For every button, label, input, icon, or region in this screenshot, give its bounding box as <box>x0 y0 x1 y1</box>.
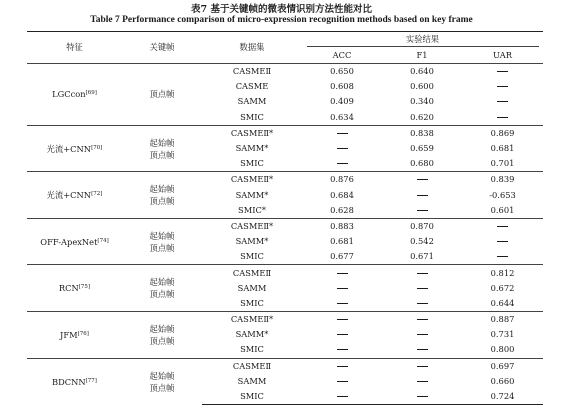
acc-cell: 0.409 <box>330 96 354 107</box>
uar-cell: 0.681 <box>490 143 515 154</box>
header-results: 实验结果 <box>302 32 543 49</box>
dataset-cell: CASMEⅡ <box>202 358 302 374</box>
keyframe-cell <box>122 125 202 172</box>
uar-cell: 0.672 <box>490 282 515 293</box>
uar-cell: 0.644 <box>490 297 515 308</box>
acc-cell <box>302 342 382 358</box>
uar-cell: 0.812 <box>462 265 543 281</box>
f1-cell <box>382 188 462 203</box>
f1-cell <box>382 389 462 405</box>
dataset-cell: SAMM <box>237 375 267 386</box>
dash-mark <box>497 256 508 257</box>
dash-mark <box>337 366 348 367</box>
dataset-cell: SAMM* <box>235 189 269 200</box>
dash-mark <box>337 319 348 320</box>
keyframe-label: 起始帧 <box>149 370 175 381</box>
f1-cell: 0.659 <box>410 143 434 154</box>
dataset-cell: CASMEⅡ* <box>202 312 302 328</box>
uar-cell: 0.660 <box>490 375 515 386</box>
f1-cell: 0.620 <box>410 111 434 122</box>
f1-cell: 0.838 <box>382 125 462 141</box>
acc-cell: 0.650 <box>302 64 382 80</box>
acc-cell: 0.608 <box>330 81 354 92</box>
dataset-cell: CASMEⅡ* <box>202 172 302 188</box>
keyframe-cell <box>122 312 202 359</box>
reference-mark: [74] <box>97 237 109 244</box>
keyframe-label: 顶点帧 <box>149 242 175 253</box>
reference-mark: [69] <box>85 90 97 97</box>
dataset-cell: SMIC <box>240 344 264 355</box>
dash-mark <box>417 349 428 350</box>
dash-mark <box>417 288 428 289</box>
keyframe-label: 起始帧 <box>149 184 175 195</box>
keyframe-label: 顶点帧 <box>149 335 175 346</box>
dash-mark <box>417 381 428 382</box>
table-row <box>27 358 543 374</box>
acc-cell <box>302 358 382 374</box>
f1-cell <box>382 327 462 342</box>
acc-cell: 0.677 <box>330 251 354 262</box>
dash-mark <box>417 273 428 274</box>
table-caption-cn: 表7 基于关键帧的微表情识别方法性能对比 <box>191 4 372 15</box>
dataset-cell: CASMEⅡ* <box>202 218 302 234</box>
uar-cell <box>462 218 543 234</box>
dataset-cell: SMIC <box>240 251 264 262</box>
f1-cell <box>382 281 462 296</box>
f1-cell: 0.671 <box>410 251 434 262</box>
f1-cell <box>382 342 462 358</box>
dash-mark <box>497 71 508 72</box>
uar-cell: 0.697 <box>462 358 543 374</box>
dataset-cell: SMIC <box>202 389 302 405</box>
dataset-cell: SAMM <box>237 96 267 107</box>
table-row <box>27 64 543 80</box>
dash-mark <box>417 334 428 335</box>
uar-cell <box>462 64 543 80</box>
feature-name: 光流+CNN <box>46 190 92 201</box>
uar-cell: -0.653 <box>489 189 516 200</box>
dash-mark <box>337 334 348 335</box>
dash-mark <box>337 381 348 382</box>
keyframe-cell <box>122 358 202 405</box>
f1-cell <box>382 172 462 188</box>
keyframe-label: 顶点帧 <box>149 196 175 207</box>
f1-cell: 0.600 <box>410 81 434 92</box>
acc-cell <box>302 327 382 342</box>
dash-mark <box>337 396 348 397</box>
feature-cell <box>27 312 122 359</box>
acc-cell: 0.876 <box>302 172 382 188</box>
uar-cell: 0.601 <box>490 204 515 215</box>
acc-cell: 0.883 <box>302 218 382 234</box>
uar-cell: 0.731 <box>490 329 515 340</box>
keyframe-label: 起始帧 <box>149 277 175 288</box>
dataset-cell: SAMM* <box>235 143 269 154</box>
uar-cell: 0.724 <box>462 389 543 405</box>
dash-mark <box>417 319 428 320</box>
reference-mark: [72] <box>91 191 103 198</box>
acc-cell: 0.684 <box>330 189 354 200</box>
keyframe-cell <box>122 64 202 126</box>
uar-cell: 0.839 <box>462 172 543 188</box>
uar-cell <box>462 79 543 94</box>
feature-cell <box>27 172 122 219</box>
f1-cell: 0.870 <box>382 218 462 234</box>
header-feature: 特征 <box>27 32 122 64</box>
keyframe-label: 顶点帧 <box>149 149 175 160</box>
reference-mark: [77] <box>85 377 97 384</box>
dash-mark <box>337 163 348 164</box>
feature-cell <box>27 265 122 312</box>
dash-mark <box>417 179 428 180</box>
acc-cell <box>302 125 382 141</box>
acc-cell: 0.681 <box>330 236 354 247</box>
dash-mark <box>417 366 428 367</box>
f1-cell: 0.640 <box>382 64 462 80</box>
table-row <box>27 172 543 188</box>
dash-mark <box>417 210 428 211</box>
header-keyframe: 关键帧 <box>122 32 202 64</box>
table-body <box>27 64 543 405</box>
acc-cell <box>302 312 382 328</box>
table-row <box>27 218 543 234</box>
dataset-cell: SAMM* <box>235 329 269 340</box>
dataset-cell: CASMEⅡ <box>202 265 302 281</box>
dash-mark <box>497 86 508 87</box>
results-table <box>27 31 543 405</box>
f1-cell <box>382 374 462 389</box>
feature-name: OFF-ApexNet <box>40 236 98 247</box>
acc-cell <box>302 141 382 156</box>
keyframe-cell <box>122 172 202 219</box>
f1-cell: 0.680 <box>410 158 434 169</box>
f1-cell <box>382 312 462 328</box>
dash-mark <box>497 101 508 102</box>
header-uar: UAR <box>493 50 512 60</box>
feature-name: JFM <box>60 329 78 340</box>
uar-cell: 0.869 <box>462 125 543 141</box>
dash-mark <box>337 148 348 149</box>
uar-cell: 0.701 <box>490 158 515 169</box>
feature-name: BDCNN <box>52 376 86 387</box>
table-row <box>27 312 543 328</box>
f1-cell <box>382 296 462 312</box>
uar-cell <box>462 249 543 265</box>
dash-mark <box>337 133 348 134</box>
dash-mark <box>337 349 348 350</box>
dataset-cell: CASMEⅡ <box>202 64 302 80</box>
acc-cell <box>302 265 382 281</box>
header-f1: F1 <box>416 50 428 60</box>
feature-cell <box>27 218 122 265</box>
acc-cell: 0.634 <box>330 111 354 122</box>
dataset-cell: CASMEⅡ* <box>202 125 302 141</box>
feature-cell <box>27 64 122 126</box>
keyframe-label: 顶点帧 <box>149 289 175 300</box>
f1-cell: 0.340 <box>410 96 434 107</box>
acc-cell <box>302 389 382 405</box>
keyframe-cell <box>122 218 202 265</box>
header-acc: ACC <box>332 50 352 60</box>
table-caption-en: Table 7 Performance comparison of micro-expression recognition methods based on key frame <box>90 15 473 25</box>
keyframe-label: 起始帧 <box>149 323 175 334</box>
keyframe-label: 顶点帧 <box>149 382 175 393</box>
reference-mark: [70] <box>91 144 103 151</box>
acc-cell <box>302 296 382 312</box>
feature-cell <box>27 125 122 172</box>
dash-mark <box>337 288 348 289</box>
uar-cell <box>462 94 543 109</box>
acc-cell <box>302 374 382 389</box>
acc-cell: 0.628 <box>330 204 354 215</box>
uar-cell <box>462 234 543 249</box>
f1-cell <box>382 358 462 374</box>
dataset-cell: SMIC <box>240 158 264 169</box>
dash-mark <box>417 195 428 196</box>
dataset-cell: SMIC* <box>238 204 266 215</box>
f1-cell <box>382 265 462 281</box>
dash-mark <box>497 241 508 242</box>
feature-cell <box>27 358 122 405</box>
dataset-cell: SMIC <box>240 111 264 122</box>
uar-cell <box>462 110 543 126</box>
keyframe-label: 起始帧 <box>149 137 175 148</box>
feature-name: LGCcon <box>52 89 86 100</box>
feature-name: RCN <box>58 283 79 294</box>
acc-cell <box>302 281 382 296</box>
acc-cell <box>302 156 382 172</box>
reference-mark: [75] <box>78 284 91 291</box>
keyframe-label: 起始帧 <box>149 230 175 241</box>
keyframe-cell <box>122 265 202 312</box>
table-row <box>27 125 543 141</box>
dataset-cell: SAMM* <box>235 236 269 247</box>
dataset-cell: SMIC <box>240 297 264 308</box>
dataset-cell: SAMM <box>237 282 267 293</box>
dash-mark <box>497 226 508 227</box>
feature-name: 光流+CNN <box>46 143 92 154</box>
reference-mark: [76] <box>77 330 89 337</box>
f1-cell: 0.542 <box>410 236 434 247</box>
f1-cell <box>382 203 462 219</box>
table-row <box>27 265 543 281</box>
header-dataset: 数据集 <box>202 32 302 64</box>
keyframe-label: 顶点帧 <box>149 89 175 100</box>
dash-mark <box>337 273 348 274</box>
dash-mark <box>417 303 428 304</box>
uar-cell: 0.800 <box>490 344 515 355</box>
dash-mark <box>337 303 348 304</box>
dash-mark <box>417 396 428 397</box>
uar-cell: 0.887 <box>462 312 543 328</box>
dataset-cell: CASME <box>235 81 269 92</box>
dash-mark <box>497 117 508 118</box>
